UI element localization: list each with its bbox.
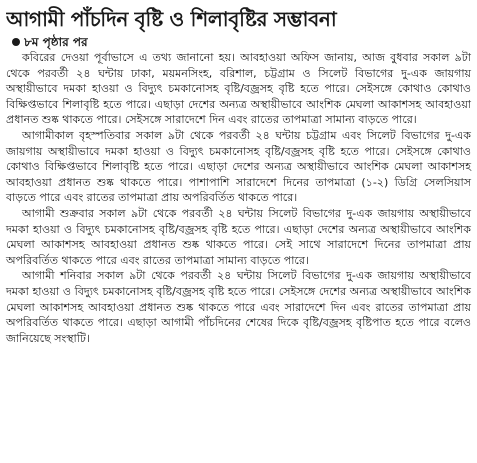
article-paragraph: কবিরের দেওয়া পূর্বাভাসে এ তথ্য জানানো হয়। আবহাওয়া অফিস জানায়, আজ বুধবার সকাল ৯টা থেকে পরবর্তী ২৪ ঘন্টায় ঢাকা, ময়মনসিংহ, বরিশাল, চট্টগ্রাম ও সিলেট বিভাগের দু-এক জায়গায় অস্থায়ীভাবে দমকা হাওয়া ও বিদ্যুৎ চমকানোসহ বৃষ্টি/বজ্রসহ বৃষ্টি হতে পারে। সেইসঙ্গে কোথাও কোথাও বিক্ষিপ্তভাবে শিলাবৃষ্টি হতে পারে। এছাড়া দেশের অন্যত্র অস্থায়ীভাবে আংশিক মেঘলা আকাশসহ আবহাওয়া প্রধানত শুষ্ক থাকতে পারে। সেইসঙ্গে সারাদেশে দিন এবং রাতের তাপমাত্রা সামান্য বাড়তে পারে।	[6, 51, 471, 127]
bullet-icon	[12, 38, 20, 46]
article-headline: আগামী পাঁচদিন বৃষ্টি ও শিলাবৃষ্টির সম্ভাবনা	[6, 7, 337, 31]
continuation-label: ৮ম পৃষ্ঠার পর	[24, 35, 88, 49]
article-paragraph: আগামী শনিবার সকাল ৯টা থেকে পরবর্তী ২৪ ঘন্টায় সিলেট বিভাগের দু-এক জায়গায় অস্থায়ীভাবে দমকা হাওয়া ও বিদ্যুৎ চমকানোসহ বৃষ্টি/বজ্রসহ বৃষ্টি হতে পারে। সেইসঙ্গে দেশের অন্যত্র অস্থায়ীভাবে আংশিক মেঘলা আকাশসহ আবহাওয়া প্রধানত শুষ্ক থাকতে পারে এবং সারাদেশে দিন এবং রাতের তাপমাত্রা প্রায় অপরিবর্তিত থাকতে পারে। এছাড়া আগামী পাঁচদিনের শেষের দিকে বৃষ্টি/বজ্রসহ বৃষ্টিপাত হতে পারে বলেও জানিয়েছে সংস্থাটি।	[6, 269, 471, 345]
article-paragraph: আগামীকাল বৃহস্পতিবার সকাল ৯টা থেকে পরবর্তী ২৪ ঘন্টায় চট্টগ্রাম এবং সিলেট বিভাগের দু-এক জায়গায় অস্থায়ীভাবে দমকা হাওয়া ও বিদ্যুৎ চমকানোসহ বৃষ্টি/বজ্রসহ বৃষ্টি হতে পারে। সেইসঙ্গে কোথাও কোথাও বিক্ষিপ্তভাবে শিলাবৃষ্টি হতে পারে। এছাড়া দেশের অন্যত্র অস্থায়ীভাবে আংশিক মেঘলা আকাশসহ আবহাওয়া প্রধানত শুষ্ক থাকতে পারে। পাশাপাশি সারাদেশে দিনের তাপমাত্রা (১-২) ডিগ্রি সেলসিয়াস বাড়তে পারে এবং রাতের তাপমাত্রা প্রায় অপরিবর্তিত থাকতে পারে।	[6, 128, 471, 205]
article-body	[6, 50, 471, 346]
article-paragraph: আগামী শুক্রবার সকাল ৯টা থেকে পরবর্তী ২৪ ঘন্টায় সিলেট বিভাগের দু-এক জায়গায় অস্থায়ীভাবে দমকা হাওয়া ও বিদ্যুৎ চমকানোসহ বৃষ্টি/বজ্রসহ বৃষ্টি হতে পারে। এছাড়া দেশের অন্যত্র অস্থায়ীভাবে আংশিক মেঘলা আকাশসহ আবহাওয়া প্রধানত শুষ্ক থাকতে পারে। সেই সাথে সারাদেশে দিনের তাপমাত্রা প্রায় অপরিবর্তিত থাকতে পারে এবং রাতের তাপমাত্রা সামান্য বাড়তে পারে।	[6, 206, 471, 267]
continuation-note	[6, 34, 471, 50]
